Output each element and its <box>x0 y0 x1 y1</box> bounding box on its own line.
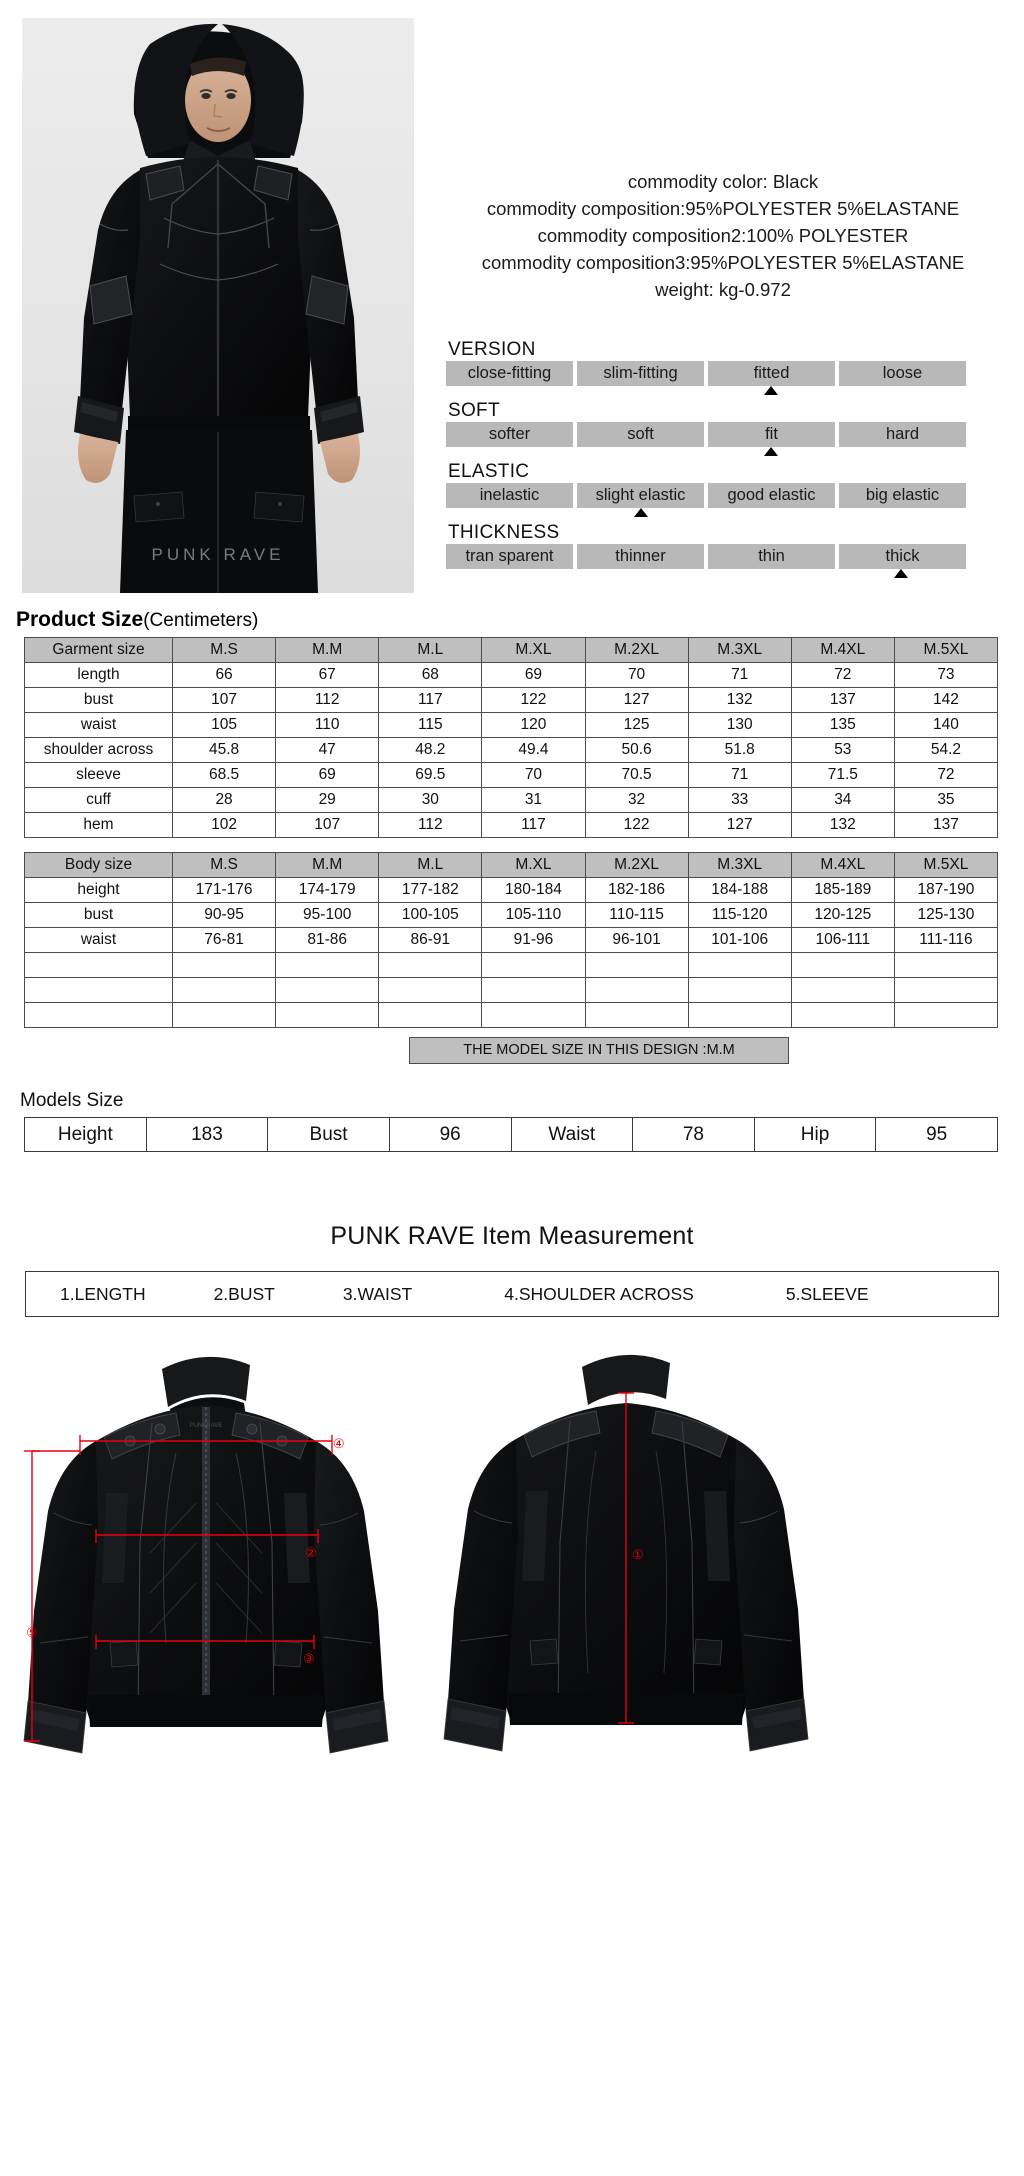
table-row <box>25 903 998 928</box>
garment-cuff-ml: 30 <box>379 788 482 813</box>
garment-size-header-label: Garment size <box>25 638 173 663</box>
garment-waist-mm: 110 <box>276 713 379 738</box>
body-bust-m2xl: 110-115 <box>585 903 688 928</box>
garment-length-m2xl: 70 <box>585 663 688 688</box>
attribute-bar-version <box>446 361 966 386</box>
garment-shoulder-mm: 47 <box>276 738 379 763</box>
garment-shoulder-ml: 48.2 <box>379 738 482 763</box>
attribute-marker-row-elastic <box>446 508 966 519</box>
body-height-ms: 171-176 <box>173 878 276 903</box>
callout-2-bust: ② <box>305 1545 317 1560</box>
garment-length-m5xl: 73 <box>894 663 997 688</box>
body-bust-m5xl: 125-130 <box>894 903 997 928</box>
garment-sleeve-ms: 68.5 <box>173 763 276 788</box>
attribute-option-softer[interactable]: softer <box>446 422 573 447</box>
garment-sleeve-m3xl: 71 <box>688 763 791 788</box>
body-waist-ms: 76-81 <box>173 928 276 953</box>
attribute-bar-thickness <box>446 544 966 569</box>
model-size-note: THE MODEL SIZE IN THIS DESIGN :M.M <box>409 1037 789 1064</box>
models-field-value-waist: 78 <box>633 1118 755 1152</box>
garment-hem-m5xl: 137 <box>894 813 997 838</box>
models-field-name-hip: Hip <box>754 1118 876 1152</box>
attribute-option-thin[interactable]: thin <box>708 544 835 569</box>
measurement-title: PUNK RAVE Item Measurement <box>330 1222 694 1250</box>
body-size-header-mm: M.M <box>276 853 379 878</box>
garment-length-mxl: 69 <box>482 663 585 688</box>
attribute-selected-marker-thickness <box>894 569 908 578</box>
measurement-item-bust: 2.BUST <box>213 1283 275 1304</box>
attribute-option-hard[interactable]: hard <box>839 422 966 447</box>
attribute-title-version: VERSION <box>448 339 536 360</box>
garment-hem-mm: 107 <box>276 813 379 838</box>
body-row-label-bust: bust <box>25 903 173 928</box>
callout-5-sleeve: ⑤ <box>26 1625 38 1640</box>
commodity-composition-3: commodity composition3:95%POLYESTER 5%ELASTANE <box>481 252 965 273</box>
attribute-option-inelastic[interactable]: inelastic <box>446 483 573 508</box>
callout-4-shoulder-across: ④ <box>333 1436 345 1451</box>
attribute-selected-marker-elastic <box>634 508 648 517</box>
attribute-bar-soft <box>446 422 966 447</box>
garment-bust-mm: 112 <box>276 688 379 713</box>
attribute-marker-row-thickness <box>446 569 966 580</box>
attribute-option-thick[interactable]: thick <box>839 544 966 569</box>
body-size-header-ms: M.S <box>173 853 276 878</box>
garment-row-label-hem: hem <box>25 813 173 838</box>
body-waist-mm: 81-86 <box>276 928 379 953</box>
attribute-option-slight-elastic[interactable]: slight elastic <box>577 483 704 508</box>
garment-length-m4xl: 72 <box>791 663 894 688</box>
table-row <box>25 813 998 838</box>
attribute-option-slim-fitting[interactable]: slim-fitting <box>577 361 704 386</box>
body-bust-m4xl: 120-125 <box>791 903 894 928</box>
garment-shoulder-m4xl: 53 <box>791 738 894 763</box>
commodity-color: commodity color: Black <box>627 171 819 192</box>
callout-1-length: ① <box>632 1547 644 1562</box>
garment-row-label-cuff: cuff <box>25 788 173 813</box>
body-size-table <box>24 852 998 1028</box>
attribute-option-loose[interactable]: loose <box>839 361 966 386</box>
commodity-weight: weight: kg-0.972 <box>655 279 791 300</box>
garment-size-header-m2xl: M.2XL <box>585 638 688 663</box>
garment-row-label-length: length <box>25 663 173 688</box>
table-row <box>25 953 998 978</box>
product-size-title-text: Product Size <box>16 608 144 631</box>
garment-cuff-m3xl: 33 <box>688 788 791 813</box>
body-height-mm: 174-179 <box>276 878 379 903</box>
garment-bust-ml: 117 <box>379 688 482 713</box>
measurement-item-sleeve: 5.SLEEVE <box>785 1283 869 1304</box>
measurement-item-length: 1.LENGTH <box>60 1283 146 1304</box>
garment-shoulder-ms: 45.8 <box>173 738 276 763</box>
attribute-marker-row-soft <box>446 447 966 458</box>
garment-size-header-mxl: M.XL <box>482 638 585 663</box>
garment-hem-m4xl: 132 <box>791 813 894 838</box>
garment-bust-mxl: 122 <box>482 688 585 713</box>
measurement-legend <box>25 1271 999 1317</box>
jacket-front-illustration <box>24 1357 388 1753</box>
body-height-m2xl: 182-186 <box>585 878 688 903</box>
body-size-header-label: Body size <box>25 853 173 878</box>
body-row-label-height: height <box>25 878 173 903</box>
garment-length-m3xl: 71 <box>688 663 791 688</box>
body-waist-m5xl: 111-116 <box>894 928 997 953</box>
body-waist-ml: 86-91 <box>379 928 482 953</box>
models-size-table <box>24 1117 998 1152</box>
garment-waist-ml: 115 <box>379 713 482 738</box>
garment-cuff-m2xl: 32 <box>585 788 688 813</box>
body-bust-m3xl: 115-120 <box>688 903 791 928</box>
attribute-option-fitted[interactable]: fitted <box>708 361 835 386</box>
table-row <box>25 663 998 688</box>
attribute-groups <box>446 338 966 582</box>
technical-drawing-svg <box>0 1343 1024 1973</box>
attribute-option-transparent[interactable]: tran sparent <box>446 544 573 569</box>
garment-waist-ms: 105 <box>173 713 276 738</box>
body-size-header-ml: M.L <box>379 853 482 878</box>
body-bust-mm: 95-100 <box>276 903 379 928</box>
garment-sleeve-ml: 69.5 <box>379 763 482 788</box>
table-row <box>25 878 998 903</box>
garment-length-mm: 67 <box>276 663 379 688</box>
model-photo <box>22 18 414 593</box>
attribute-group-soft <box>446 399 966 458</box>
garment-bust-m3xl: 132 <box>688 688 791 713</box>
garment-hem-mxl: 117 <box>482 813 585 838</box>
attribute-title-soft: SOFT <box>448 400 500 421</box>
body-height-mxl: 180-184 <box>482 878 585 903</box>
garment-sleeve-m2xl: 70.5 <box>585 763 688 788</box>
commodity-composition-1: commodity composition:95%POLYESTER 5%ELASTANE <box>486 198 960 219</box>
garment-sleeve-mm: 69 <box>276 763 379 788</box>
measurement-item-shoulder-across: 4.SHOULDER ACROSS <box>504 1283 694 1304</box>
models-field-value-height: 183 <box>146 1118 268 1152</box>
garment-row-label-waist: waist <box>25 713 173 738</box>
garment-shoulder-mxl: 49.4 <box>482 738 585 763</box>
models-field-value-bust: 96 <box>389 1118 511 1152</box>
attribute-title-thickness: THICKNESS <box>448 522 560 543</box>
product-size-title <box>16 608 1024 632</box>
table-row <box>25 928 998 953</box>
garment-sleeve-mxl: 70 <box>482 763 585 788</box>
body-bust-ms: 90-95 <box>173 903 276 928</box>
garment-size-header-m4xl: M.4XL <box>791 638 894 663</box>
models-size-label: Models Size <box>20 1090 124 1111</box>
technical-drawing <box>0 1343 1024 1973</box>
garment-shoulder-m3xl: 51.8 <box>688 738 791 763</box>
garment-size-header-m3xl: M.3XL <box>688 638 791 663</box>
attribute-bar-elastic <box>446 483 966 508</box>
product-size-unit: (Centimeters) <box>143 610 259 631</box>
model-photo-illustration <box>22 18 414 593</box>
garment-cuff-mxl: 31 <box>482 788 585 813</box>
callout-3-waist: ③ <box>303 1651 315 1666</box>
table-row <box>25 1003 998 1028</box>
attribute-option-fit[interactable]: fit <box>708 422 835 447</box>
garment-bust-m2xl: 127 <box>585 688 688 713</box>
body-size-header-row <box>25 853 998 878</box>
garment-hem-ml: 112 <box>379 813 482 838</box>
body-size-header-m2xl: M.2XL <box>585 853 688 878</box>
garment-cuff-m4xl: 34 <box>791 788 894 813</box>
garment-size-header-mm: M.M <box>276 638 379 663</box>
models-field-name-waist: Waist <box>511 1118 633 1152</box>
commodity-composition-2: commodity composition2:100% POLYESTER <box>537 225 909 246</box>
table-row <box>25 713 998 738</box>
attribute-selected-marker-version <box>764 386 778 395</box>
svg-text:PUNKRAVE: PUNKRAVE <box>189 1423 223 1429</box>
garment-bust-m5xl: 142 <box>894 688 997 713</box>
garment-row-label-bust: bust <box>25 688 173 713</box>
garment-size-header-ms: M.S <box>173 638 276 663</box>
attribute-option-soft[interactable]: soft <box>577 422 704 447</box>
garment-hem-m3xl: 127 <box>688 813 791 838</box>
body-waist-m4xl: 106-111 <box>791 928 894 953</box>
garment-size-header-ml: M.L <box>379 638 482 663</box>
body-waist-m3xl: 101-106 <box>688 928 791 953</box>
body-size-header-mxl: M.XL <box>482 853 585 878</box>
garment-cuff-mm: 29 <box>276 788 379 813</box>
garment-shoulder-m2xl: 50.6 <box>585 738 688 763</box>
attribute-selected-marker-soft <box>764 447 778 456</box>
attribute-option-big-elastic[interactable]: big elastic <box>839 483 966 508</box>
garment-size-header-row <box>25 638 998 663</box>
table-row <box>25 788 998 813</box>
garment-sleeve-m4xl: 71.5 <box>791 763 894 788</box>
body-height-m4xl: 185-189 <box>791 878 894 903</box>
table-row <box>25 978 998 1003</box>
garment-hem-m2xl: 122 <box>585 813 688 838</box>
body-height-m5xl: 187-190 <box>894 878 997 903</box>
attribute-group-version <box>446 338 966 397</box>
body-size-header-m5xl: M.5XL <box>894 853 997 878</box>
garment-cuff-m5xl: 35 <box>894 788 997 813</box>
models-field-name-bust: Bust <box>268 1118 390 1152</box>
garment-waist-m2xl: 125 <box>585 713 688 738</box>
body-size-header-m3xl: M.3XL <box>688 853 791 878</box>
body-size-header-m4xl: M.4XL <box>791 853 894 878</box>
garment-length-ms: 66 <box>173 663 276 688</box>
product-info-block <box>440 168 1006 303</box>
body-waist-mxl: 91-96 <box>482 928 585 953</box>
body-row-label-waist: waist <box>25 928 173 953</box>
models-field-name-height: Height <box>25 1118 147 1152</box>
table-row <box>25 688 998 713</box>
garment-waist-m3xl: 130 <box>688 713 791 738</box>
garment-waist-m5xl: 140 <box>894 713 997 738</box>
garment-cuff-ms: 28 <box>173 788 276 813</box>
body-bust-ml: 100-105 <box>379 903 482 928</box>
attribute-option-close-fitting[interactable]: close-fitting <box>446 361 573 386</box>
garment-bust-m4xl: 137 <box>791 688 894 713</box>
garment-row-label-shoulder-across: shoulder across <box>25 738 173 763</box>
attribute-title-elastic: ELASTIC <box>448 461 530 482</box>
garment-waist-m4xl: 135 <box>791 713 894 738</box>
garment-size-table <box>24 637 998 838</box>
body-bust-mxl: 105-110 <box>482 903 585 928</box>
attribute-group-elastic <box>446 460 966 519</box>
garment-hem-ms: 102 <box>173 813 276 838</box>
body-height-m3xl: 184-188 <box>688 878 791 903</box>
models-field-value-hip: 95 <box>876 1118 998 1152</box>
garment-size-header-m5xl: M.5XL <box>894 638 997 663</box>
table-row <box>25 1118 998 1152</box>
garment-sleeve-m5xl: 72 <box>894 763 997 788</box>
body-height-ml: 177-182 <box>379 878 482 903</box>
measurement-item-waist: 3.WAIST <box>342 1283 413 1304</box>
table-row <box>25 738 998 763</box>
garment-row-label-sleeve: sleeve <box>25 763 173 788</box>
attribute-option-good-elastic[interactable]: good elastic <box>708 483 835 508</box>
body-waist-m2xl: 96-101 <box>585 928 688 953</box>
attribute-group-thickness <box>446 521 966 580</box>
garment-length-ml: 68 <box>379 663 482 688</box>
attribute-option-thinner[interactable]: thinner <box>577 544 704 569</box>
garment-waist-mxl: 120 <box>482 713 585 738</box>
garment-bust-ms: 107 <box>173 688 276 713</box>
table-row <box>25 763 998 788</box>
top-section <box>0 0 1024 600</box>
attribute-marker-row-version <box>446 386 966 397</box>
measurement-callouts-back <box>632 1547 644 1562</box>
garment-shoulder-m5xl: 54.2 <box>894 738 997 763</box>
photo-watermark: PUNK RAVE <box>151 545 285 564</box>
